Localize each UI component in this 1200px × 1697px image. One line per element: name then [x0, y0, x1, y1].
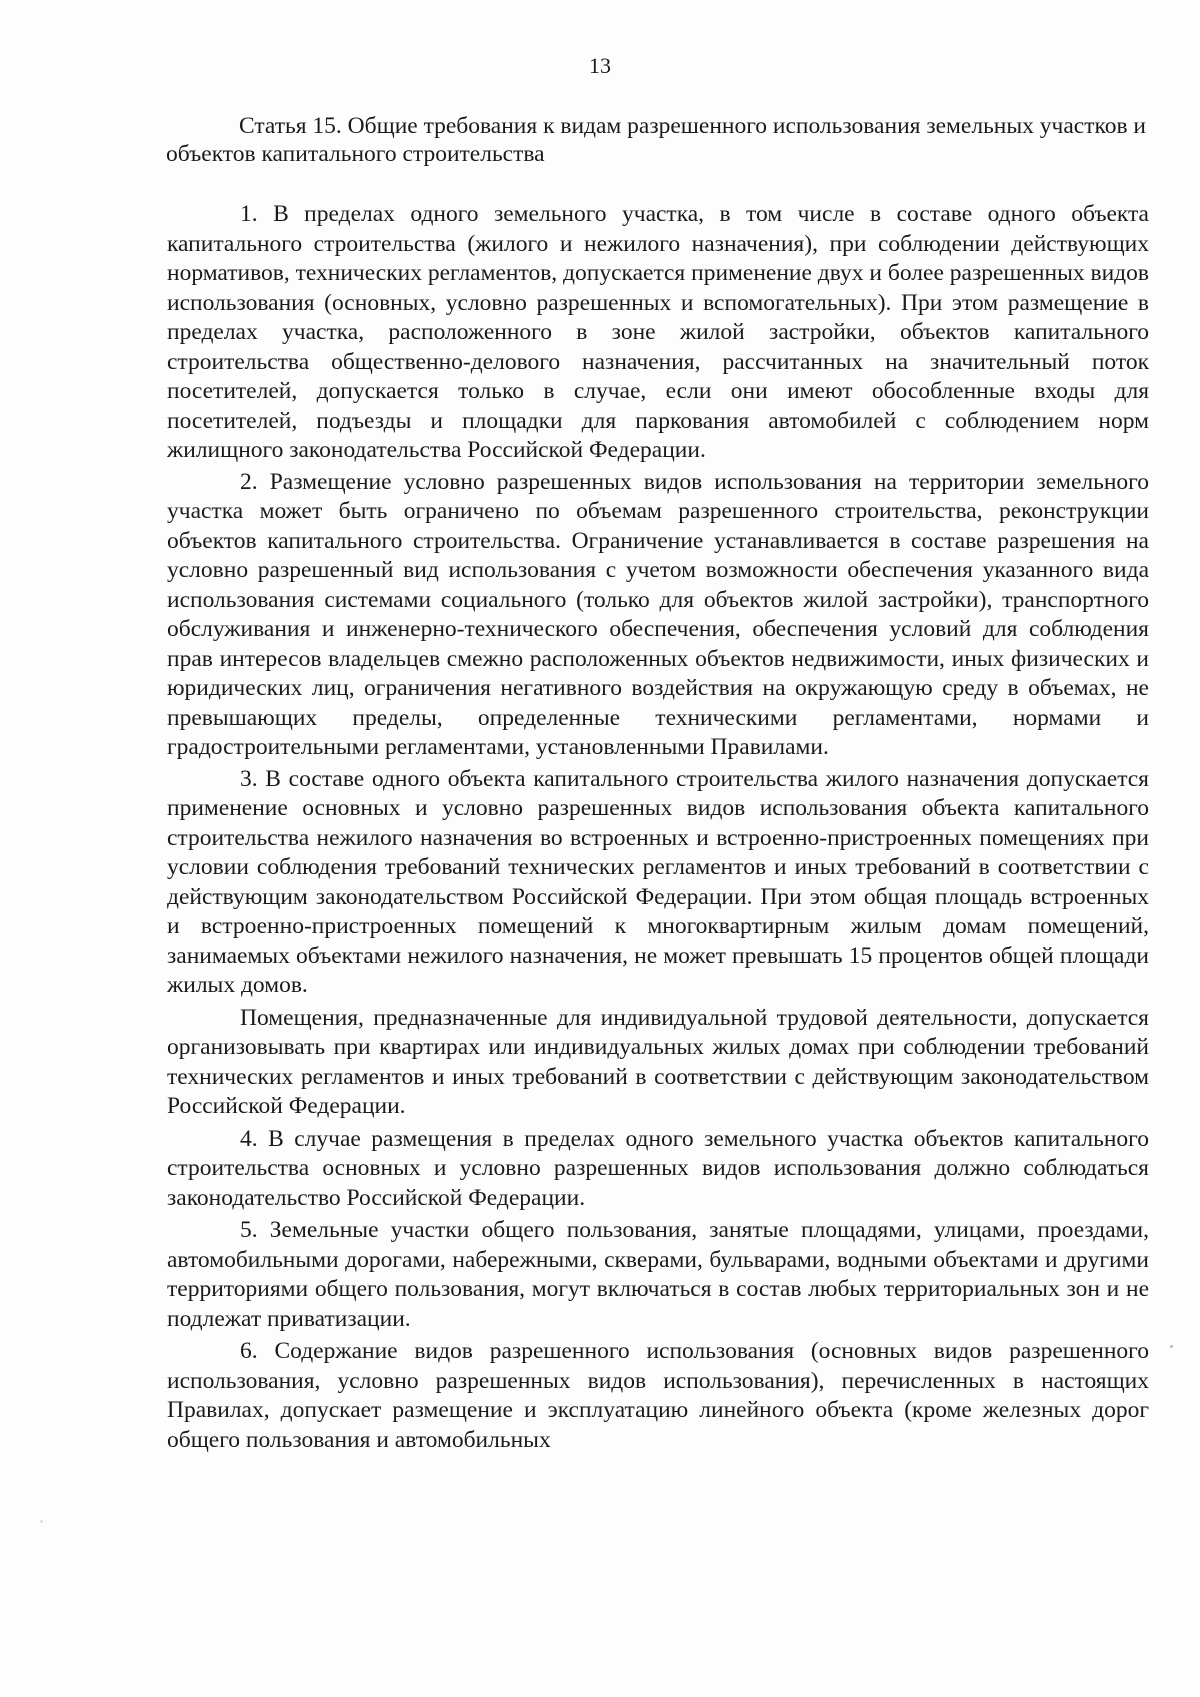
paragraph-3-continuation: Помещения, предназначенные для индивидуальной трудовой деятельности, допускается организовывать при квартирах или индивидуальных жилых домах при соблюдении требований технических регламентов и иных требований в соответствии с действующим законодательством Российской Федерации. [167, 1004, 1149, 1119]
article-body [167, 200, 1149, 1455]
scan-speck [40, 1520, 43, 1523]
paragraph-1: 1. В пределах одного земельного участка, в том числе в составе одного объекта капитального строительства (жилого и нежилого назначения), при соблюдении действующих нормативов, технических регламентов, допускается применение двух и более разрешенных видов использования (основных, условно разрешенных и вспомогательных). При этом размещение в пределах участка, расположенного в зоне жилой застройки, объектов капитального строительства общественно-делового назначения, рассчитанных на значительный поток посетителей, допускается только в случае, если они имеют обособленные входы для посетителей, подъезды и площадки для паркования автомобилей с соблюдением норм жилищного законодательства Российской Федерации. [167, 201, 1149, 463]
paragraph-3: 3. В составе одного объекта капитального строительства жилого назначения допускается применение основных и условно разрешенных видов использования объекта капитального строительства нежилого назначения во встроенных и встроенно-пристроенных помещениях при условии соблюдения требований технических регламентов и иных требований в соответствии с действующим законодательством Российской Федерации. При этом общая площадь встроенных и встроенно-пристроенных помещений к многоквартирным жилым домам помещений, занимаемых объектами нежилого назначения, не может превышать 15 процентов общей площади жилых домов. [167, 765, 1149, 998]
paragraph-6: 6. Содержание видов разрешенного использования (основных видов разрешенного использования, условно разрешенных видов использования), перечисленных в настоящих Правилах, допускает размещение и эксплуатацию линейного объекта (кроме железных дорог общего пользования и автомобильных [167, 1338, 1149, 1453]
scan-speck [1170, 1345, 1173, 1348]
paragraph-2: 2. Размещение условно разрешенных видов использования на территории земельного участка может быть ограничено по объемам разрешенного строительства, реконструкции объектов капитального строительства. Ограничение устанавливается в составе разрешения на условно разрешенный вид использования с учетом возможности обеспечения указанного вида использования системами социального (только для объектов жилой застройки), транспортного обслуживания и инженерно-технического обеспечения, обеспечения условий для соблюдения прав интересов владельцев смежно расположенных объектов недвижимости, иных физических и юридических лиц, ограничения негативного воздействия на окружающую среду в объемах, не превышающих пределы, определенные техническими регламентами, нормами и градостроительными регламентами, установленными Правилами. [167, 468, 1149, 760]
paragraph-5: 5. Земельные участки общего пользования, занятые площадями, улицами, проездами, автомобильными дорогами, набережными, скверами, бульварами, водными объектами и другими территориями общего пользования, могут включаться в состав любых территориальных зон и не подлежат приватизации. [167, 1217, 1149, 1332]
paragraph-4: 4. В случае размещения в пределах одного земельного участка объектов капитального строительства основных и условно разрешенных видов использования должно соблюдаться законодательство Российской Федерации. [167, 1125, 1149, 1211]
page-number: 13 [589, 53, 611, 78]
article-title: Статья 15. Общие требования к видам разрешенного использования земельных участков и объектов капитального строительства [166, 113, 1146, 167]
